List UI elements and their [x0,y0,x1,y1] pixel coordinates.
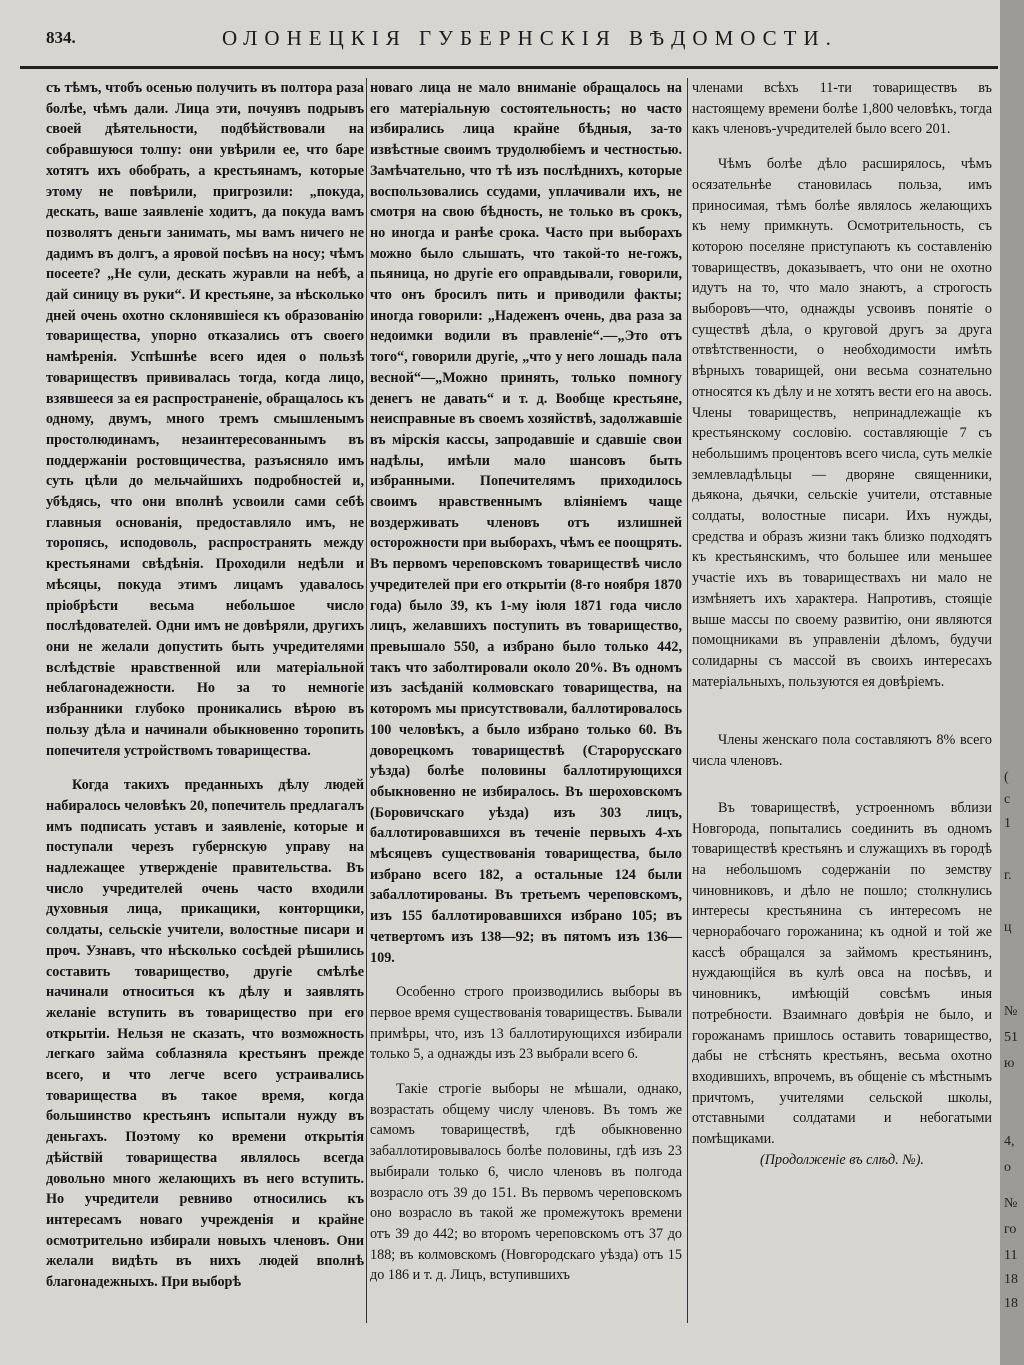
paragraph: Такіе строгіе выборы не мѣшали, однако, возрастать общему числу членовъ. Въ томъ же самомъ товариществѣ, гдѣ обыкновенно забаллотировывалось болѣе половины, гдѣ изъ 23 выбирали только 6, число членовъ въ полгода возрасло отъ 39 до 151. Въ первомъ череповскомъ оно возрасло въ такой же промежутокъ времени отъ 39 до 442; во второмъ череповскомъ отъ 37 до 188; въ колмовскомъ (Новгородскаго уѣзда) отъ 15 до 186 и т. д. Лицъ, вступившихъ [370,1081,682,1284]
column-3 [692,78,992,1348]
edge-fragment: 18 [1004,1296,1018,1311]
edge-fragment: № [1004,1004,1018,1019]
edge-fragment: 51 [1004,1030,1018,1045]
paragraph: Когда такихъ преданныхъ дѣлу людей набиралось человѣкъ 20, попечитель предлагалъ имъ подписать уставъ и заявленіе, которые и поступали черезъ губернскую управу на надлежащее утвержденіе правительства. Въ число учредителей очень часто входили духовныя лица, прикащики, конторщики, солдаты, сельскіе учители, волостные писари и проч. Узнавъ, что нѣсколько сосѣдей рѣшились составить товарищество, другіе смѣлѣе начинали относиться къ дѣлу и заявлять желаніе вступить въ товарищество при его открытіи. Нельзя не сказать, что возможность легкаго займа соблазняла крестьянъ прежде всего, и что легче всего устраивались товарищества въ такое время, когда большинство крестьянъ испытали нужду въ деньгахъ. Поэтому ко времени открытія дѣйствій товарищества являлось всегда довольно много желающихъ въ него вступить. Но учредители ревниво относились къ интересамъ новаго учрежденія и крайне осмотрительно избирали новыхъ членовъ. Они желали видѣть въ нихъ людей вполнѣ благонадежныхъ. При выборѣ [46,777,364,1291]
paragraph: новаго лица не мало вниманіе обращалось на его матеріальную состоятельность; но часто избирались лица крайне бѣдныя, за-то извѣстные своимъ трудолюбіемъ и честностью. Замѣчательно, что тѣ изъ послѣднихъ, которые воспользовались ссудами, уплачивали ихъ, не смотря на свою бѣдность, не только въ срокъ, но иногда и ранѣе срока. Часто при выборахъ можно было слышать, что такой-то не-гожъ, пьяница, но другіе его оправдывали, говорили, что онъ бросилъ пить и приводили факты; иногда говорили: „Надеженъ очень, два раза за недоимки водили въ правленіе“.—„Это отъ того“, говорили другіе, „что у него лошадь пала весной“—„Можно принять, только помногу денегъ не давать“ и т. д. Вообще крестьяне, неисправные въ своемъ хозяйствѣ, задолжавшіе въ мірскія кассы, запродавшіе и сдавшіе свои надѣлы, имѣли мало шансовъ быть избранными. Попечителямъ приходилось своимъ нравственнымъ вліяніемъ чаще воздерживать членовъ отъ излишней осторожности при выборахъ, чѣмъ ее поощрять. Въ первомъ череповскомъ товариществѣ число учредителей при его открытіи (8-го ноября 1870 года) было 39, къ 1-му іюля 1871 года число лицъ, желавшихъ поступить въ товарищество, превышало 550, а избрано было только 442, такъ что заболтировали около 20%. Въ одномъ изъ засѣданій колмовскаго товарищества, на которомъ мы присутствовали, баллотировалось 100 человѣкъ, а было избрано только 60. Въ доворецкомъ товариществѣ (Старорусскаго уѣзда) болѣе половины баллотирующихся обыкновенно не избиралось. Въ шероховскомъ (Боровичскаго уѣзда) изъ 303 лицъ, баллотировавшихся въ теченіе первыхъ 4-хъ мѣсяцевъ существованія товарищества, было избрано всего 182, а остальные 124 были забаллотированы. Въ третьемъ череповскомъ, изъ 155 баллотировавшихся избрано 105; въ четвертомъ изъ 138—92; въ пятомъ изъ 136—109. [370,80,682,966]
journal-title: ОЛОНЕЦКІЯ ГУБЕРНСКІЯ ВѢДОМОСТИ. [222,26,838,50]
paragraph: съ тѣмъ, чтобъ осенью получить въ полтора раза болѣе, чѣмъ дали. Лица эти, почуявъ подрывъ своей дѣятельности, подбѣйствовали на собравшуюся толпу: они увѣрили ее, что баре хотятъ ихъ обобрать, а крестьянамъ, которые этому не повѣрили, пригрозили: „покуда, дескать, ваше заявленіе ходитъ, да покуда вамъ позволятъ деньги занимать, мы вамъ ничего не дадимъ въ долгъ, а яровой посѣвъ на носу; чѣмъ посеете? „Не сули, дескать журавли на небѣ, а дай синицу въ руки“. И крестьяне, за нѣсколько дней очень охотно склонявшіеся къ образованію товарищества, упорно отказались отъ своего намѣренія. Успѣшнѣе всего идея о пользѣ товариществъ прививалась тогда, когда лицо, взявшееся за ея распространеніе, обращалось къ одному, двумъ, много тремъ смышленымъ простолюдинамъ, незаинтересованнымъ въ поддержаніи ростовщичества, разъясняло имъ суть цѣли до мельчайшихъ подробностей и, убѣдясь, что они вполнѣ усвоили сами себѣ главныя основанія, предоставляло имъ, не торопясь, исподоволь, распространять между крестьянами свѣдѣнія. Проходили недѣли и мѣсяцы, покуда этимъ лицамъ удавалось пріобрѣсти весьма небольшое число послѣдователей. Одни имъ не довѣряли, другихъ они не желали допустить быть учредителями вслѣдствіе нравственной или матеріальной неблагонадежности. Но за то немногіе избранники глубоко проникались вѣрою въ пользу дѣла и начинали обыкновенно торопить попечителя устройствомъ товарищества. [46,80,364,759]
column-divider-1 [366,78,367,1323]
paragraph: Чѣмъ болѣе дѣло расширялось, чѣмъ осязательнѣе становилась польза, имъ приносимая, тѣмъ болѣе являлось желающихъ къ нему примкнуть. Осмотрительность, съ которою поселяне приступаютъ къ составленію товариществъ, доказываетъ, что они не охотно идутъ на то, что мало знаютъ, а строгость выборовъ—что, однажды усвоивъ понятіе о существѣ дѣла, о круговой другъ за друга отвѣтственности, о необходимости имѣть вѣрныхъ товарищей, они весьма сознательно относятся къ дѣлу и не хотятъ вести его на авось. Члены товариществъ, непринадлежащіе къ крестьянскому сословію. составляющіе 7 съ небольшимъ процентовъ всего числа, суть мелкіе землевладѣльцы — дворяне священники, дьякона, дьячки, сельскіе учители, отставные солдаты, волостные писари. Ихъ нужды, средства и образъ жизни такъ близко подходятъ къ крестьянскимъ, что большее или меньшее участіе ихъ въ товариществахъ ни мало не измѣняетъ ихъ характера. Напротивъ, стоящіе выше массы по своему развитію, они являются помощниками въ управленіи дѣломъ, будучи солидарны съ массой въ своихъ интересахъ матеріальныхъ, пользуются ея довѣріемъ. [692,156,992,690]
column-1 [46,78,364,1348]
header-rule [20,66,998,69]
paragraph: Особенно строго производились выборы въ первое время существованія товариществъ. Бывали примѣры, что, изъ 13 баллотирующихся избирали только 5, а однажды изъ 23 выбрали всего 6. [370,984,682,1063]
edge-fragment: ю [1004,1056,1015,1071]
edge-fragment: с [1004,792,1011,807]
edge-fragment: ( [1004,770,1009,785]
edge-fragment: 1 [1004,816,1011,831]
edge-fragment: го [1004,1222,1017,1237]
paragraph: Члены женскаго пола составляютъ 8% всего числа членовъ. [692,732,992,770]
paragraph: членами всѣхъ 11-ти товариществъ въ настоящему времени болѣе 1,800 человѣкъ, тогда какъ членовъ-учредителей было всего 201. [692,80,992,138]
page-header [40,22,990,58]
edge-fragment: ц [1004,920,1012,935]
paragraph: Въ товариществѣ, устроенномъ вблизи Новгорода, попытались соединить въ одномъ товариществѣ крестьянъ и служащихъ въ городѣ на небольшомъ содержаніи по земству чиновниковъ, и дѣло не пошло; столкнулись интересы крестьянина съ интересомъ не чернорабочаго горожанина; къ одной и той же кассѣ обращался за займомъ крестьянинъ, нуждающійся въ кулѣ овса на посѣвъ, и чиновникъ, имѣющій совсѣмъ иныя потребности. Взаимнаго довѣрія не было, и горожанамъ пришлось оставить товарищество, дабы не стѣснять крестьянъ, весьма охотно входившихъ, впрочемъ, въ общеніе съ мѣстнымъ причтомъ, учителями сельской школы, отставными солдатами и небогатыми помѣщиками. [692,799,992,1148]
edge-fragment: г. [1004,868,1012,883]
edge-fragment: 18 [1004,1272,1018,1287]
page-number: 834. [46,28,76,47]
continued-note: (Продолженіе въ слѣд. №). [760,1151,924,1168]
column-divider-2 [687,78,688,1323]
edge-fragment: 4, [1004,1134,1015,1149]
edge-fragment: № [1004,1196,1018,1211]
edge-fragment: о [1004,1160,1011,1175]
edge-fragment: 11 [1004,1248,1018,1263]
column-2 [370,78,682,1348]
